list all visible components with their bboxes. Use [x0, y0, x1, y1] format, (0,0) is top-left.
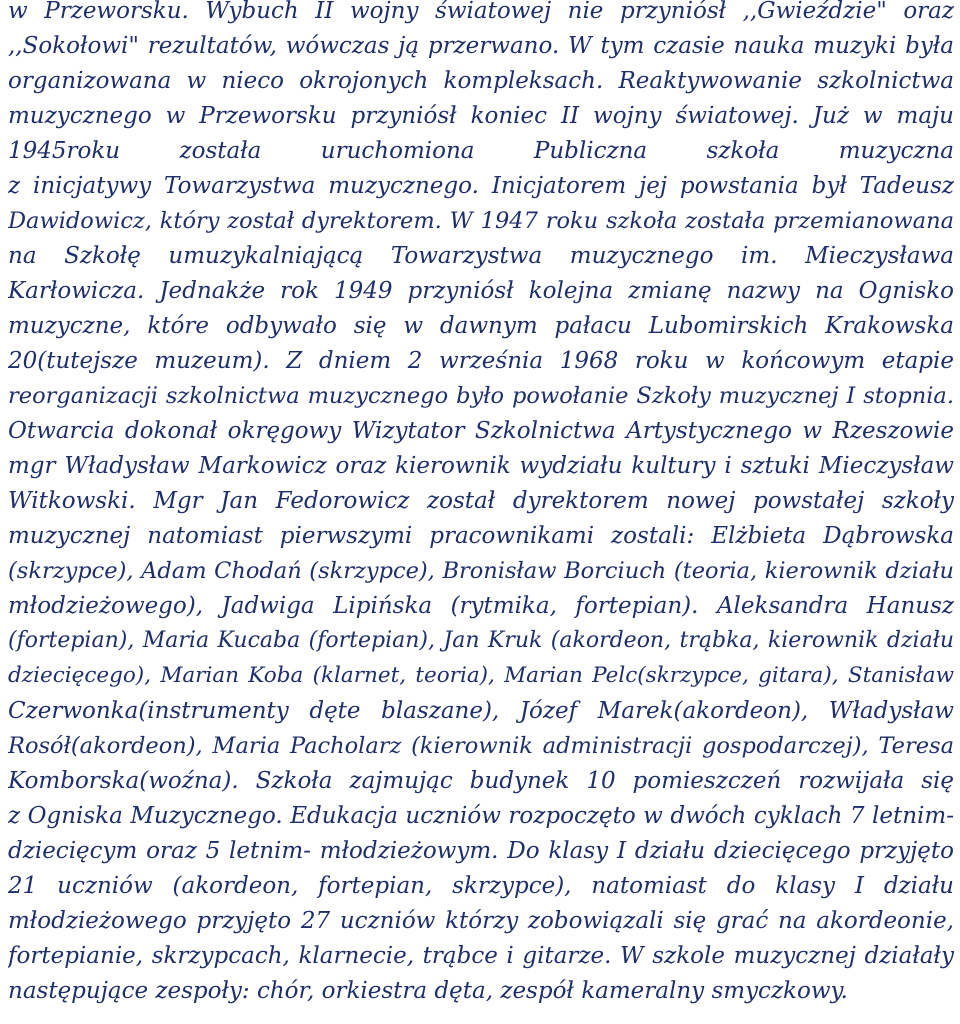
- text-line: dziecięcym oraz 5 letnim- młodzieżowym. Do klasy I działu dziecięcego przyjęto: [8, 838, 954, 864]
- text-line: Czerwonka(instrumenty dęte blaszane), Józef Marek(akordeon), Władysław: [8, 698, 954, 724]
- text-line: Komborska(woźna). Szkoła zajmując budynek 10 pomieszczeń rozwijała się: [8, 768, 954, 794]
- text-line: w Przeworsku. Wybuch II wojny światowej nie przyniósł ,,Gwieździe" oraz: [8, 0, 954, 24]
- text-line: muzycznego w Przeworsku przyniósł koniec II wojny światowej. Już w maju: [8, 103, 954, 129]
- text-line: ,,Sokołowi" rezultatów, wówczas ją przerwano. W tym czasie nauka muzyki była: [8, 33, 954, 59]
- text-line: na Szkołę umuzykalniającą Towarzystwa muzycznego im. Mieczysława: [8, 243, 954, 269]
- text-line: reorganizacji szkolnictwa muzycznego było powołanie Szkoły muzycznej I stopnia.: [8, 383, 954, 409]
- text-line: młodzieżowego przyjęto 27 uczniów którzy zobowiązali się grać na akordeonie,: [8, 908, 954, 934]
- text-line: fortepianie, skrzypcach, klarnecie, trąbce i gitarze. W szkole muzycznej działały: [8, 943, 954, 969]
- text-line: Witkowski. Mgr Jan Fedorowicz został dyrektorem nowej powstałej szkoły: [8, 488, 954, 514]
- text-line: 1945roku została uruchomiona Publiczna szkoła muzyczna: [8, 138, 954, 164]
- text-line: z inicjatywy Towarzystwa muzycznego. Inicjatorem jej powstania był Tadeusz: [8, 173, 954, 199]
- text-line: następujące zespoły: chór, orkiestra dęta, zespół kameralny smyczkowy.: [8, 978, 848, 1004]
- text-line: (skrzypce), Adam Chodań (skrzypce), Bronisław Borciuch (teoria, kierownik działu: [8, 558, 954, 584]
- text-line: organizowana w nieco okrojonych kompleksach. Reaktywowanie szkolnictwa: [8, 68, 954, 94]
- text-line: Karłowicza. Jednakże rok 1949 przyniósł kolejna zmianę nazwy na Ognisko: [8, 278, 954, 304]
- text-line: dziecięcego), Marian Koba (klarnet, teoria), Marian Pelc(skrzypce, gitara), Stanisław: [8, 663, 954, 688]
- text-line: (fortepian), Maria Kucaba (fortepian), Jan Kruk (akordeon, trąbka, kierownik działu: [8, 628, 954, 653]
- text-line: 21 uczniów (akordeon, fortepian, skrzypce), natomiast do klasy I działu: [8, 873, 954, 899]
- text-line: z Ogniska Muzycznego. Edukacja uczniów rozpoczęto w dwóch cyklach 7 letnim-: [8, 803, 954, 829]
- text-line: 20(tutejsze muzeum). Z dniem 2 września 1968 roku w końcowym etapie: [8, 348, 954, 374]
- text-line: muzyczne, które odbywało się w dawnym pałacu Lubomirskich Krakowska: [8, 313, 954, 339]
- text-line: Rosół(akordeon), Maria Pacholarz (kierownik administracji gospodarczej), Teresa: [8, 733, 954, 759]
- text-line: Otwarcia dokonał okręgowy Wizytator Szkolnictwa Artystycznego w Rzeszowie: [8, 418, 954, 444]
- text-line: młodzieżowego), Jadwiga Lipińska (rytmika, fortepian). Aleksandra Hanusz: [8, 593, 954, 619]
- text-line: Dawidowicz, który został dyrektorem. W 1947 roku szkoła została przemianowana: [8, 208, 954, 234]
- text-line: mgr Władysław Markowicz oraz kierownik wydziału kultury i sztuki Mieczysław: [8, 453, 954, 479]
- text-line: muzycznej natomiast pierwszymi pracownikami zostali: Elżbieta Dąbrowska: [8, 523, 954, 549]
